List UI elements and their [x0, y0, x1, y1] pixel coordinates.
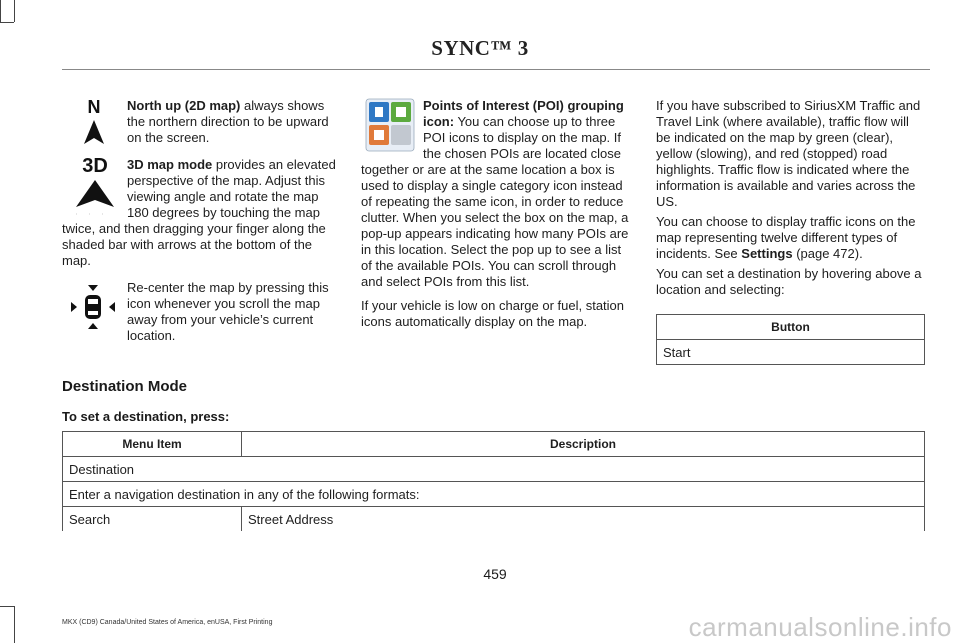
fuel-paragraph: If your vehicle is low on charge or fuel, station icons automatically display on the map. — [361, 298, 625, 329]
crop-mark — [14, 606, 15, 643]
page-number: 459 — [483, 566, 507, 582]
button-table-cell: Start — [657, 340, 925, 365]
set-destination-paragraph: You can set a destination by hovering above a location and selecting: — [656, 266, 922, 297]
north-up-icon — [78, 96, 110, 150]
svg-text:3D: 3D — [82, 155, 108, 177]
destination-table — [62, 431, 925, 531]
map-3d-paragraph: 3D map mode provides an elevated perspective of the map. Adjust this viewing angle and rotate the map 180 degrees by touching the map twice, and then dragging your finger along the shaded bar with arrows at the bottom of the map. — [62, 157, 336, 268]
north-up-paragraph: North up (2D map) always shows the northern direction to be upward on the screen. — [127, 98, 329, 145]
watermark: carmanualsonline.info — [688, 612, 952, 642]
button-table-header: Button — [657, 315, 925, 340]
description-header: Description — [242, 432, 925, 457]
crop-mark — [0, 606, 14, 607]
recenter-icon — [68, 282, 118, 332]
crop-mark — [14, 0, 15, 22]
page-header-title: SYNC™ 3 — [431, 36, 529, 60]
header-divider — [62, 69, 930, 70]
table-cell: Street Address — [242, 507, 925, 532]
poi-paragraph: Points of Interest (POI) grouping icon: You can choose up to three POI icons to display on the map. If the chosen POIs are located close together or are at the same location a box is used to display a single category icon instead of repeating the same icon, in order to reduce clutter. When you select the box on the map, a pop-up appears indicating how many POIs are in this location. Select the pop up to see a list of the available POIs. You can scroll through and select POIs from this list. — [361, 98, 629, 289]
crop-mark — [0, 0, 1, 22]
crop-mark — [0, 22, 14, 23]
traffic-icons-paragraph: You can choose to display traffic icons on the map representing twelve different types of incidents. See Settings (page 472). — [656, 214, 916, 261]
menu-item-header: Menu Item — [63, 432, 242, 457]
section-title: Destination Mode — [62, 378, 188, 395]
traffic-paragraph: If you have subscribed to SiriusXM Traffic and Travel Link (where available), traffic flow will be indicated on the map by green (clear), yellow (slowing), and red (stopped) road highlights. Traffic flow is indicated where the information is available and varies across the US. — [656, 98, 921, 209]
table-row: Enter a navigation destination in any of the following formats: — [63, 482, 925, 507]
table-row: Destination — [63, 457, 925, 482]
section-subtitle: To set a destination, press: — [62, 409, 230, 424]
settings-link[interactable]: Settings — [741, 246, 793, 261]
footer-text: MKX (CD9) Canada/United States of America, enUSA, First Printing — [62, 619, 273, 626]
recenter-paragraph: Re-center the map by pressing this icon whenever you scroll the map away from your vehicle’s current location. — [127, 280, 329, 343]
svg-text:N: N — [87, 97, 101, 117]
table-cell: Search — [63, 507, 242, 532]
button-table — [656, 314, 925, 365]
